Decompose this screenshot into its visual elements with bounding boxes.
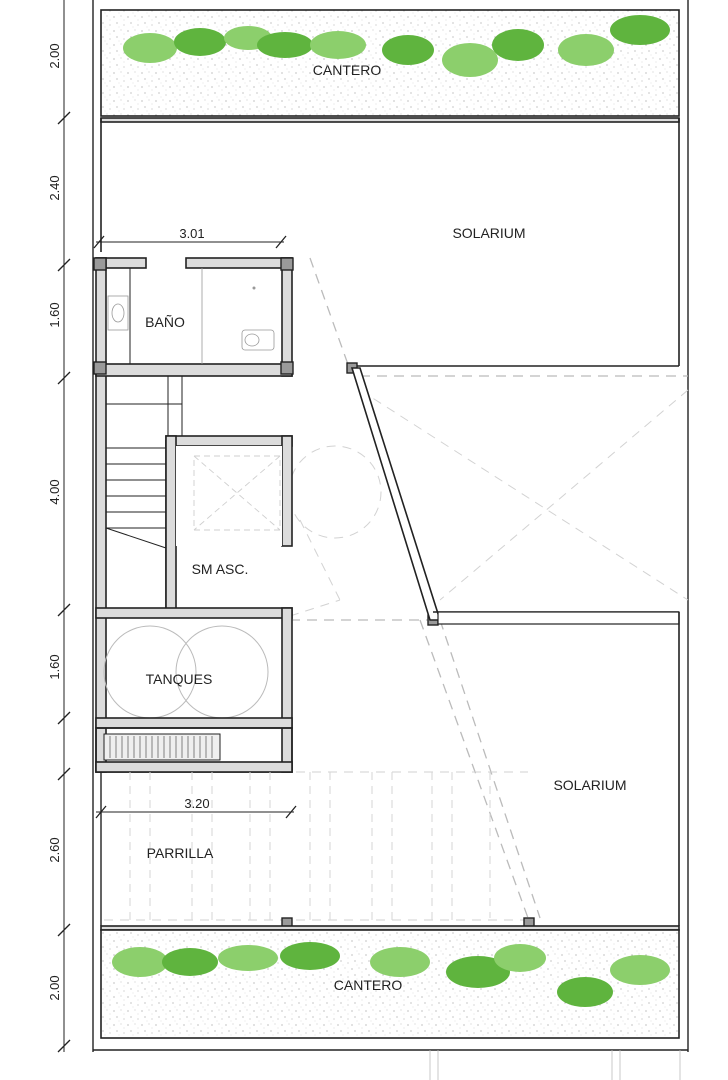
- parrilla-label: PARRILLA: [146, 845, 214, 861]
- solarium-bottom: [433, 612, 679, 926]
- sm-asc-room: [96, 436, 292, 618]
- dim-parrilla-width: 3.20: [184, 796, 210, 811]
- parrilla-area: [96, 772, 490, 926]
- dimension-labels: [47, 43, 62, 1000]
- cantero-bottom-label: CANTERO: [333, 977, 403, 993]
- bano-label: BAÑO: [145, 314, 185, 330]
- cantero-top-label: CANTERO: [312, 62, 382, 78]
- grill-unit: [96, 728, 292, 772]
- dim-stair: 4.00: [47, 479, 62, 505]
- dim-3-20: [96, 796, 296, 818]
- dim-solarium: 2.40: [47, 175, 62, 201]
- sm-asc-label: SM ASC.: [191, 561, 249, 577]
- solarium-bottom-label: SOLARIUM: [553, 777, 627, 793]
- columns: [94, 258, 534, 928]
- cantero-top: [101, 10, 679, 116]
- dim-cantero-top: 2.00: [47, 43, 62, 69]
- cantero-bottom: [101, 926, 679, 1038]
- solarium-top-label: SOLARIUM: [452, 225, 526, 241]
- dim-bano: 1.60: [47, 302, 62, 328]
- dim-tanques: 1.60: [47, 654, 62, 680]
- diagonal-wall: [352, 368, 440, 620]
- dim-parrilla: 2.60: [47, 837, 62, 863]
- dim-3-01: [94, 226, 286, 248]
- dim-bano-width: 3.01: [179, 226, 205, 241]
- dim-cantero-bottom: 2.00: [47, 975, 62, 1001]
- tanques-label: TANQUES: [145, 671, 213, 687]
- vertical-dimension-line: [58, 0, 70, 1052]
